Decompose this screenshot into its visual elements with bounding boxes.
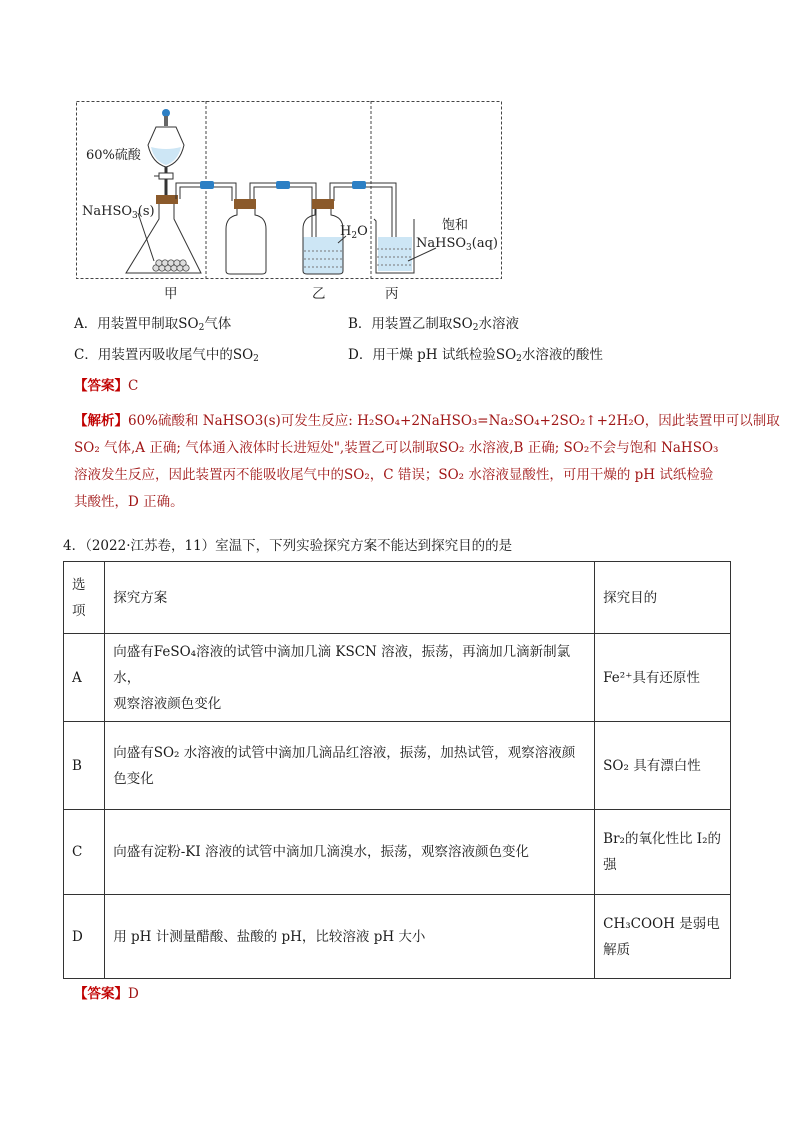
analysis-block: 【解析】60%硫酸和 NaHSO3(s)可发生反应: H₂SO₄+2NaHSO₃=Na₂SO₄+2SO₂↑+2H₂O，因此装置甲可以制取 SO₂ 气体,A 正确; 气体通入液体时长进短处",装置乙可以制取SO₂ 水溶液,B 正确; SO₂不会与饱和 NaHSO₃ 溶液发生反应，因此装置丙不能吸收尾气中的SO₂，C 错误；SO₂ 水溶液显酸性，可用干燥的 pH 试纸检验 其酸性，D 正确。 xyxy=(74,413,780,510)
option-a: A．用装置甲制取$SO_2$气体 xyxy=(74,316,232,333)
label-yi: 乙 xyxy=(312,286,326,302)
answer-1: 【答案】C xyxy=(74,378,139,394)
water-label: $H_2O$ xyxy=(340,224,368,241)
header-option: 选 项 xyxy=(64,562,105,634)
answer-2: 【答案】D xyxy=(74,986,139,1002)
question-4-stem: 4．（2022·江苏卷，11）室温下，下列实验探究方案不能达到探究目的的是 xyxy=(63,538,513,554)
solid-label: NaHSO$_3$(s) xyxy=(82,204,155,221)
label-bing: 丙 xyxy=(385,286,399,302)
option-b: B．用装置乙制取$SO_2$水溶液 xyxy=(348,316,519,333)
header-plan: 探究方案 xyxy=(105,562,595,634)
acid-label: 60%硫酸 xyxy=(86,148,141,163)
table-header-row xyxy=(64,562,731,634)
table-row: A 向盛有FeSO₄溶液的试管中滴加几滴 KSCN 溶液，振荡，再滴加几滴新制氯水， 观察溶液颜色变化 Fe²⁺具有还原性 xyxy=(64,634,731,722)
apparatus-diagram xyxy=(76,101,502,279)
saturated-label: 饱和 xyxy=(442,218,469,233)
separatory-funnel xyxy=(148,109,184,195)
bottle-water xyxy=(303,199,343,274)
table-row: C 向盛有淀粉-KI 溶液的试管中滴加几滴溴水，振荡，观察溶液颜色变化 Br₂的氧化性比 I₂的 强 xyxy=(64,810,731,895)
beaker-bing xyxy=(374,219,414,273)
tube-connectors xyxy=(200,181,366,189)
table-row: B 向盛有SO₂ 水溶液的试管中滴加几滴品红溶液，振荡，加热试管，观察溶液颜 色变化 SO₂ 具有漂白性 xyxy=(64,722,731,810)
experiment-table xyxy=(63,561,731,979)
bottle-empty xyxy=(226,199,266,274)
table-row: D 用 pH 计测量醋酸、盐酸的 pH，比较溶液 pH 大小 CH₃COOH 是弱电 解质 xyxy=(64,895,731,979)
option-d: D．用干燥 pH 试纸检验$SO_2$水溶液的酸性 xyxy=(348,347,603,364)
label-jia: 甲 xyxy=(164,286,178,302)
saturated-solution-label: NaHSO$_3$(aq) xyxy=(416,236,498,253)
option-c: C．用装置丙吸收尾气中的$SO_2$ xyxy=(74,347,259,364)
header-goal: 探究目的 xyxy=(595,562,731,634)
